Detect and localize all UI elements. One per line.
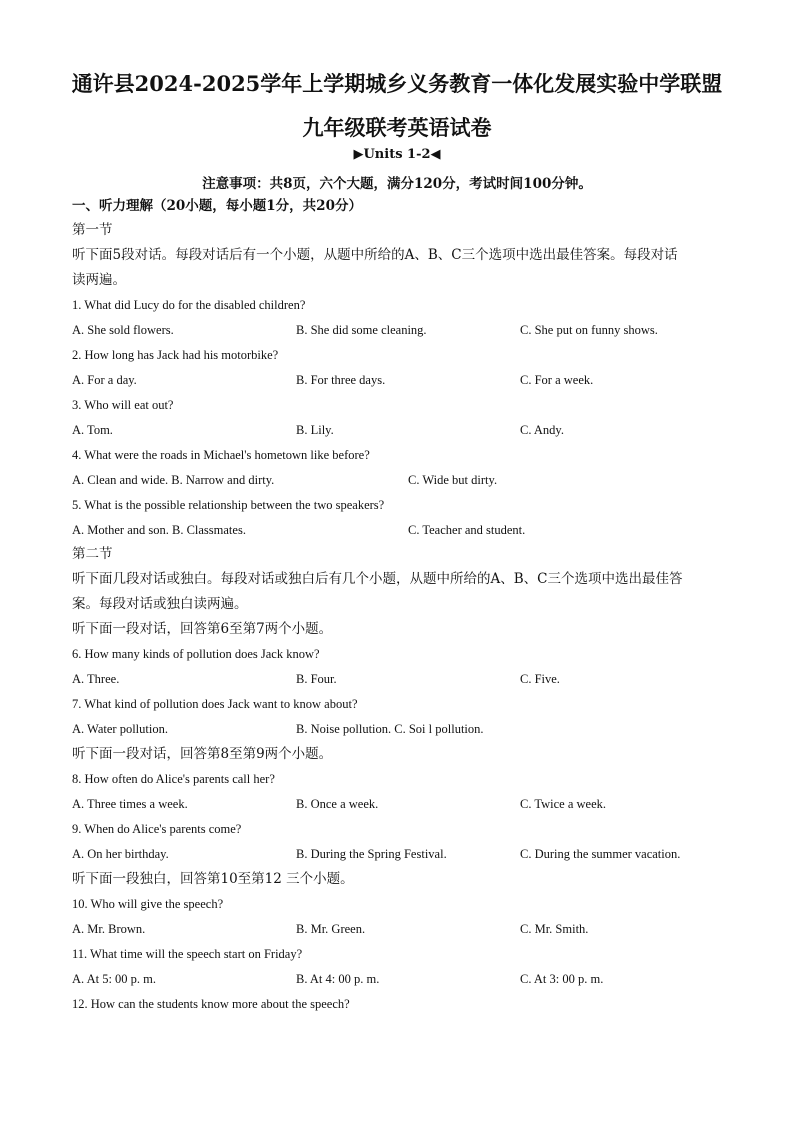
question-4-option-c: C. Wide but dirty. (408, 473, 498, 487)
question-11-option-b: B. At 4: 00 p. m. (296, 972, 380, 986)
part2-instructions-line2: 案。每段对话或独白读两遍。 (72, 596, 248, 612)
question-9-stem: 9. When do Alice's parents come? (72, 822, 242, 836)
question-10-option-c: C. Mr. Smith. (520, 922, 589, 936)
question-12-stem: 12. How can the students know more about the speech? (72, 997, 350, 1011)
question-3-option-a: A. Tom. (72, 423, 113, 437)
part2-sub-instruction-2: 听下面一段对话，回答第8至第9两个小题。 (72, 746, 333, 762)
question-11-stem: 11. What time will the speech start on Friday? (72, 947, 303, 961)
question-5-stem: 5. What is the possible relationship between the two speakers? (72, 498, 385, 512)
question-2-stem: 2. How long has Jack had his motorbike? (72, 348, 279, 362)
question-10-option-b: B. Mr. Green. (296, 922, 366, 936)
question-4-options-ab: A. Clean and wide. B. Narrow and dirty. (72, 473, 275, 487)
question-6-stem: 6. How many kinds of pollution does Jack know? (72, 647, 320, 661)
question-11-option-c: C. At 3: 00 p. m. (520, 972, 604, 986)
question-8-option-b: B. Once a week. (296, 797, 379, 811)
part2-sub-instruction-3: 听下面一段独白，回答第10至第12 三个小题。 (72, 871, 354, 887)
question-6-option-b: B. Four. (296, 672, 337, 686)
question-1-stem: 1. What did Lucy do for the disabled children? (72, 298, 306, 312)
question-2-option-a: A. For a day. (72, 373, 137, 387)
part2-instructions-line1: 听下面几段对话或独白。每段对话或独白后有几个小题，从题中所给的A、B、C三个选项中选出最佳答 (72, 571, 683, 587)
part1-label: 第一节 (72, 222, 113, 238)
question-8-option-c: C. Twice a week. (520, 797, 607, 811)
units-label: ▶Units 1-2◀ (353, 147, 441, 162)
question-10-option-a: A. Mr. Brown. (72, 922, 146, 936)
question-2-option-b: B. For three days. (296, 373, 386, 387)
question-3-option-b: B. Lily. (296, 423, 334, 437)
question-9-option-a: A. On her birthday. (72, 847, 169, 861)
question-1-option-c: C. She put on funny shows. (520, 323, 658, 337)
question-10-stem: 10. Who will give the speech? (72, 897, 224, 911)
question-7-stem: 7. What kind of pollution does Jack want to know about? (72, 697, 358, 711)
question-8-stem: 8. How often do Alice's parents call her? (72, 772, 275, 786)
exam-title-line2: 九年级联考英语试卷 (302, 115, 492, 140)
question-1-option-b: B. She did some cleaning. (296, 323, 427, 337)
question-11-option-a: A. At 5: 00 p. m. (72, 972, 157, 986)
question-6-option-a: A. Three. (72, 672, 120, 686)
question-3-option-c: C. Andy. (520, 423, 564, 437)
part1-instructions-line1: 听下面5段对话。每段对话后有一个小题，从题中所给的A、B、C三个选项中选出最佳答案。每段对话 (72, 247, 678, 263)
exam-title-line1: 通许县2024-2025学年上学期城乡义务教育一体化发展实验中学联盟 (71, 71, 723, 96)
notice-text: 注意事项：共8页，六个大题，满分120分，考试时间100分钟。 (202, 176, 592, 192)
question-3-stem: 3. Who will eat out? (72, 398, 174, 412)
question-1-option-a: A. She sold flowers. (72, 323, 174, 337)
question-2-option-c: C. For a week. (520, 373, 594, 387)
question-4-stem: 4. What were the roads in Michael's hometown like before? (72, 448, 370, 462)
question-5-option-c: C. Teacher and student. (408, 523, 526, 537)
part2-label: 第二节 (72, 546, 113, 562)
question-7-option-a: A. Water pollution. (72, 722, 168, 736)
part2-sub-instruction-1: 听下面一段对话，回答第6至第7两个小题。 (72, 621, 333, 637)
part1-instructions-line2: 读两遍。 (72, 272, 126, 288)
question-9-option-b: B. During the Spring Festival. (296, 847, 447, 861)
question-8-option-a: A. Three times a week. (72, 797, 188, 811)
question-9-option-c: C. During the summer vacation. (520, 847, 681, 861)
question-6-option-c: C. Five. (520, 672, 560, 686)
section-heading-listening: 一、听力理解（20小题，每小题1分，共20分） (72, 198, 362, 214)
question-5-options-ab: A. Mother and son. B. Classmates. (72, 523, 246, 537)
question-7-options-bc: B. Noise pollution. C. Soi l pollution. (296, 722, 484, 736)
